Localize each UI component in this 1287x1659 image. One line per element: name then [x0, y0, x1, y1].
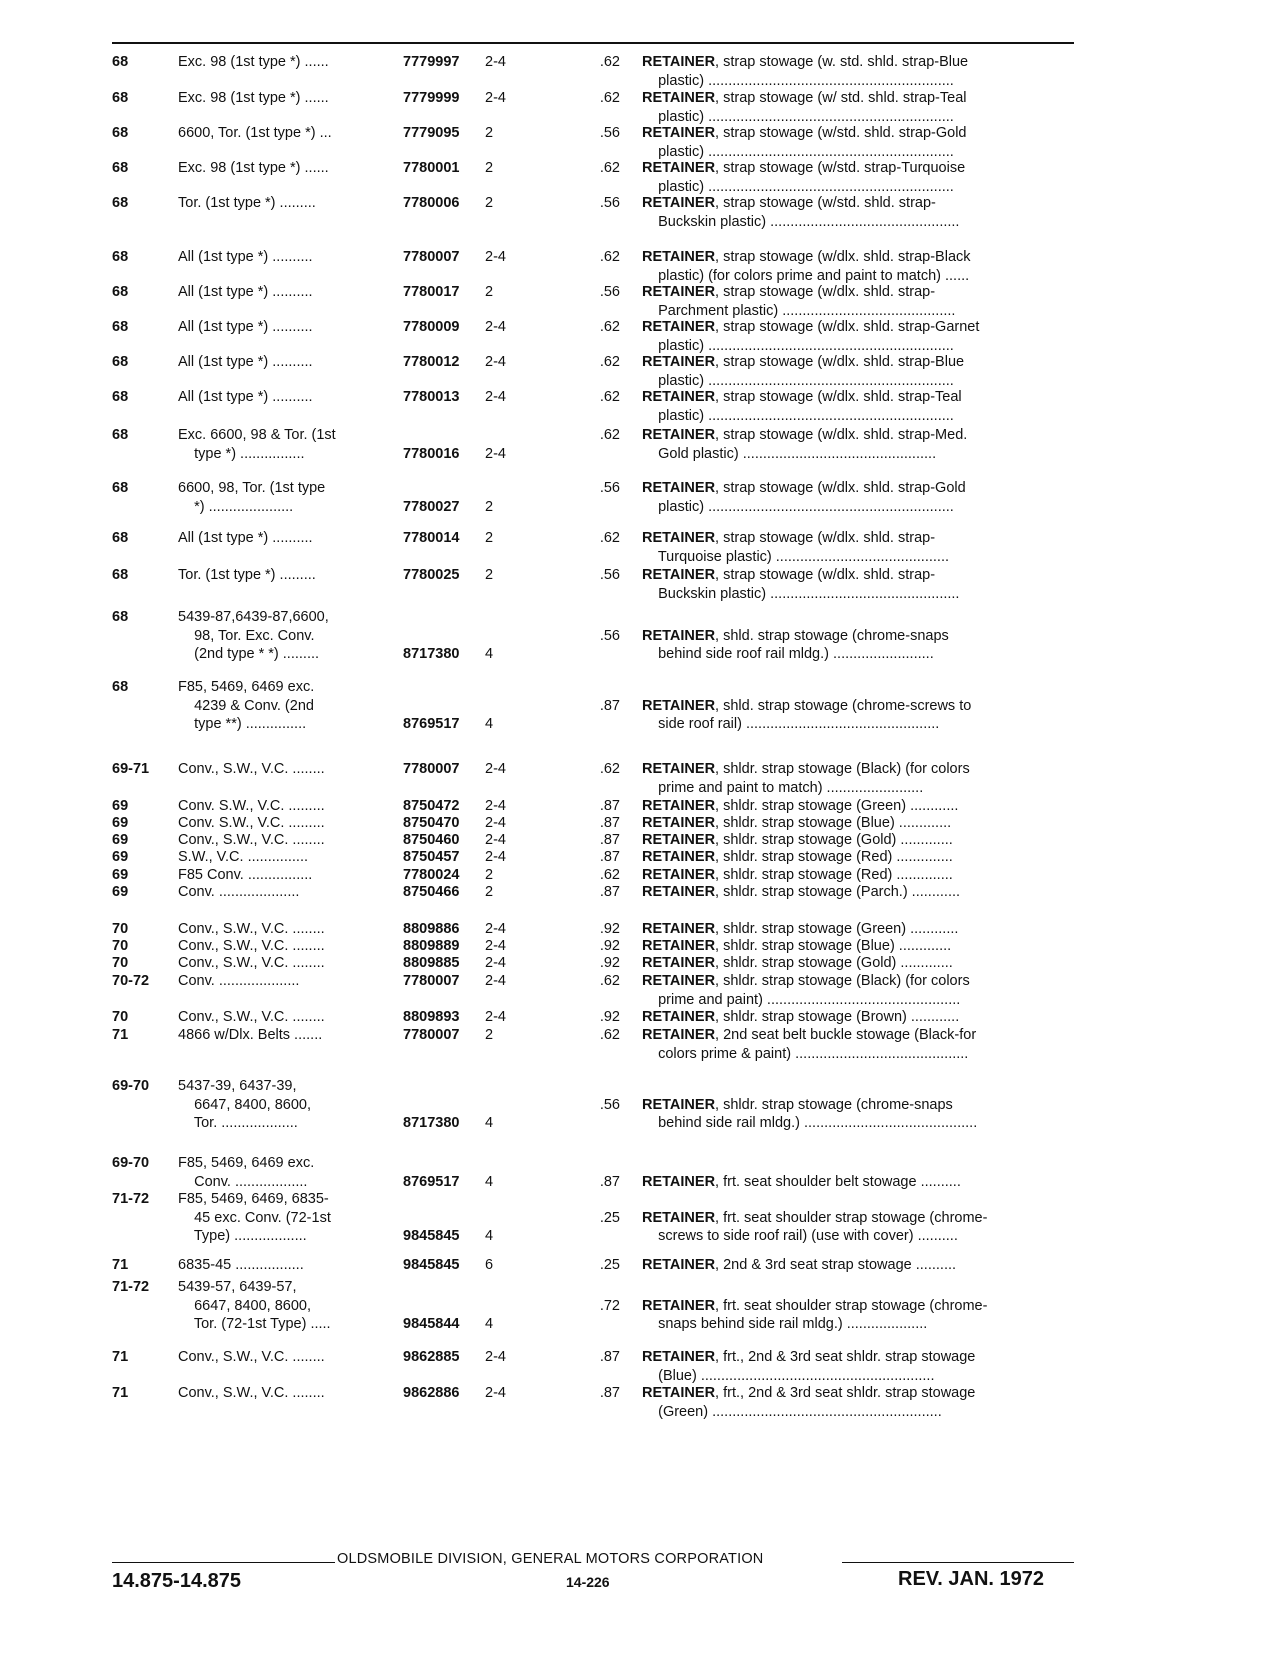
- description-cell: RETAINER, shldr. strap stowage (Parch.) ............: [642, 884, 961, 900]
- description-cell: RETAINER, strap stowage (w/dlx. shld. strap-Black plastic) (for colors prime and paint to match) ......: [642, 249, 971, 284]
- quantity-cell: 4: [485, 1316, 494, 1333]
- description-cell: RETAINER, strap stowage (w/std. shld. strap-Gold plastic) .............................................................: [642, 125, 967, 160]
- quantity-cell: 2-4: [485, 1009, 506, 1025]
- part-number-cell: 7780007: [403, 1027, 460, 1043]
- description-cell: RETAINER, strap stowage (w/std. shld. strap- Buckskin plastic) ...............................................: [642, 195, 960, 230]
- models-cell: F85, 5469, 6469 exc. Conv. ..................: [178, 1155, 315, 1190]
- price-cell: .87: [599, 697, 620, 714]
- year-cell: 68: [112, 90, 129, 106]
- models-cell: All (1st type *) ..........: [178, 284, 313, 300]
- models-cell: Exc. 98 (1st type *) ......: [178, 160, 329, 176]
- year-cell: 68: [112, 54, 129, 70]
- models-cell: 5437-39, 6437-39, 6647, 8400, 8600, Tor. ...................: [178, 1078, 312, 1132]
- models-cell: 5439-57, 6439-57, 6647, 8400, 8600, Tor. (72-1st Type) .....: [178, 1279, 331, 1333]
- part-number-cell: 8769517: [403, 716, 460, 733]
- quantity-cell: 4: [485, 1173, 494, 1190]
- price-cell: .62: [599, 389, 620, 405]
- description-cell: RETAINER, strap stowage (w/dlx. shld. strap-Med. Gold plastic) ................................................: [642, 427, 968, 462]
- description-cell: RETAINER, shldr. strap stowage (Gold) .............: [642, 832, 953, 848]
- models-cell: F85 Conv. ................: [178, 867, 313, 883]
- quantity-cell: 2-4: [485, 832, 506, 848]
- description-cell: RETAINER, shldr. strap stowage (chrome-snaps behind side rail mldg.) ...........................................: [642, 1096, 978, 1132]
- part-number-cell: 7780024: [403, 867, 460, 883]
- part-number-cell: 7780007: [403, 249, 460, 265]
- year-cell: 68: [112, 319, 129, 335]
- part-number-cell: 8750466: [403, 884, 460, 900]
- part-number-cell: 7779999: [403, 90, 460, 106]
- part-number-cell: 7780007: [403, 761, 460, 777]
- quantity-cell: 2-4: [485, 319, 506, 335]
- quantity-cell: 2-4: [485, 90, 506, 106]
- description-cell: RETAINER, shldr. strap stowage (Green) ............: [642, 921, 959, 937]
- description-cell: RETAINER, frt. seat shoulder belt stowage ..........: [642, 1173, 961, 1190]
- models-cell: Conv. S.W., V.C. .........: [178, 798, 325, 814]
- year-cell: 71-72: [112, 1191, 150, 1207]
- part-number-cell: 9845845: [403, 1257, 460, 1273]
- part-number-cell: 8750460: [403, 832, 460, 848]
- models-cell: Conv., S.W., V.C. ........: [178, 761, 325, 777]
- description-cell: RETAINER, frt., 2nd & 3rd seat shldr. strap stowage (Green) .........................................................: [642, 1385, 976, 1420]
- year-cell: 70: [112, 938, 129, 954]
- part-number-cell: 7780013: [403, 389, 460, 405]
- models-cell: All (1st type *) ..........: [178, 354, 313, 370]
- price-cell: .87: [599, 832, 620, 848]
- price-cell: .62: [599, 160, 620, 176]
- models-cell: Tor. (1st type *) .........: [178, 567, 316, 583]
- quantity-cell: 2-4: [485, 849, 506, 865]
- quantity-cell: 2-4: [485, 798, 506, 814]
- price-cell: .62: [599, 427, 620, 443]
- description-cell: RETAINER, frt. seat shoulder strap stowage (chrome- snaps behind side rail mldg.) ....................: [642, 1297, 988, 1333]
- price-cell: .25: [599, 1209, 620, 1226]
- part-number-cell: 8809889: [403, 938, 460, 954]
- quantity-cell: 2-4: [485, 955, 506, 971]
- models-cell: 6600, 98, Tor. (1st type *) .....................: [178, 480, 326, 515]
- year-cell: 70: [112, 1009, 129, 1025]
- description-cell: RETAINER, shldr. strap stowage (Green) ............: [642, 798, 959, 814]
- description-cell: RETAINER, frt. seat shoulder strap stowage (chrome- screws to side roof rail) (use with cover) ..........: [642, 1209, 988, 1245]
- price-cell: .56: [599, 480, 620, 496]
- price-cell: .92: [599, 921, 620, 937]
- models-cell: Conv., S.W., V.C. ........: [178, 938, 325, 954]
- part-number-cell: 8809886: [403, 921, 460, 937]
- price-cell: .62: [599, 973, 620, 989]
- part-number-cell: 7780007: [403, 973, 460, 989]
- part-number-cell: 8750472: [403, 798, 460, 814]
- year-cell: 71: [112, 1385, 129, 1401]
- part-number-cell: 7779997: [403, 54, 460, 70]
- part-number-cell: 8717380: [403, 1115, 460, 1132]
- part-number-cell: 8809893: [403, 1009, 460, 1025]
- part-number-cell: 9862886: [403, 1385, 460, 1401]
- price-cell: .92: [599, 955, 620, 971]
- description-cell: RETAINER, strap stowage (w/ std. shld. strap-Teal plastic) .............................................................: [642, 90, 967, 125]
- footer-section-number: 14.875-14.875: [112, 1570, 242, 1592]
- quantity-cell: 4: [485, 716, 494, 733]
- footer-page-number: 14-226: [566, 1574, 610, 1590]
- price-cell: .87: [599, 798, 620, 814]
- part-number-cell: 7780001: [403, 160, 460, 176]
- part-number-cell: 7780009: [403, 319, 460, 335]
- models-cell: Conv., S.W., V.C. ........: [178, 832, 325, 848]
- footer-rule-left: [112, 1562, 335, 1563]
- year-cell: 69: [112, 867, 129, 883]
- price-cell: .92: [599, 1009, 620, 1025]
- price-cell: .56: [599, 195, 620, 211]
- year-cell: 69: [112, 815, 129, 831]
- description-cell: RETAINER, strap stowage (w/dlx. shld. strap-Garnet plastic) .............................................................: [642, 319, 980, 354]
- description-cell: RETAINER, strap stowage (w/dlx. shld. strap-Teal plastic) .............................................................: [642, 389, 962, 424]
- quantity-cell: 2: [485, 498, 494, 515]
- description-cell: RETAINER, frt., 2nd & 3rd seat shldr. strap stowage (Blue) ..........................................................: [642, 1349, 976, 1384]
- description-cell: RETAINER, strap stowage (w/dlx. shld. strap- Buckskin plastic) ...............................................: [642, 567, 960, 602]
- quantity-cell: 2-4: [485, 1385, 506, 1401]
- price-cell: .87: [599, 815, 620, 831]
- description-cell: RETAINER, shldr. strap stowage (Gold) .............: [642, 955, 953, 971]
- footer-title: OLDSMOBILE DIVISION, GENERAL MOTORS CORPORATION: [337, 1551, 764, 1567]
- models-cell: 5439-87,6439-87,6600, 98, Tor. Exc. Conv. (2nd type * *) .........: [178, 609, 329, 663]
- price-cell: .56: [599, 567, 620, 583]
- models-cell: Conv. ....................: [178, 973, 300, 989]
- price-cell: .62: [599, 90, 620, 106]
- models-cell: 4866 w/Dlx. Belts .......: [178, 1027, 323, 1043]
- part-number-cell: 9862885: [403, 1349, 460, 1365]
- price-cell: .87: [599, 1349, 620, 1365]
- models-cell: Conv., S.W., V.C. ........: [178, 955, 325, 971]
- year-cell: 68: [112, 389, 129, 405]
- models-cell: Tor. (1st type *) .........: [178, 195, 316, 211]
- description-cell: RETAINER, shldr. strap stowage (Red) ..............: [642, 867, 953, 883]
- price-cell: .87: [599, 1385, 620, 1401]
- year-cell: 68: [112, 609, 129, 625]
- models-cell: Exc. 98 (1st type *) ......: [178, 54, 329, 70]
- price-cell: .87: [599, 849, 620, 865]
- footer-revision-date: REV. JAN. 1972: [898, 1568, 1045, 1590]
- quantity-cell: 4: [485, 1228, 494, 1245]
- description-cell: RETAINER, 2nd & 3rd seat strap stowage ..........: [642, 1257, 957, 1273]
- quantity-cell: 2: [485, 125, 494, 141]
- quantity-cell: 2: [485, 530, 494, 546]
- year-cell: 69: [112, 884, 129, 900]
- description-cell: RETAINER, shldr. strap stowage (Brown) ............: [642, 1009, 960, 1025]
- price-cell: .62: [599, 319, 620, 335]
- price-cell: .62: [599, 54, 620, 70]
- part-number-cell: 7780006: [403, 195, 460, 211]
- models-cell: S.W., V.C. ...............: [178, 849, 308, 865]
- quantity-cell: 2-4: [485, 445, 506, 462]
- year-cell: 69: [112, 798, 129, 814]
- description-cell: RETAINER, strap stowage (w/dlx. shld. strap-Blue plastic) .............................................................: [642, 354, 965, 389]
- part-number-cell: 8809885: [403, 955, 460, 971]
- models-cell: Exc. 98 (1st type *) ......: [178, 90, 329, 106]
- year-cell: 68: [112, 530, 129, 546]
- part-number-cell: 7780014: [403, 530, 460, 546]
- price-cell: .72: [599, 1297, 620, 1314]
- quantity-cell: 2-4: [485, 389, 506, 405]
- models-cell: F85, 5469, 6469, 6835- 45 exc. Conv. (72-1st Type) ..................: [178, 1191, 331, 1245]
- price-cell: .62: [599, 1027, 620, 1043]
- price-cell: .87: [599, 884, 620, 900]
- price-cell: .56: [599, 125, 620, 141]
- part-number-cell: 7780016: [403, 445, 460, 462]
- part-number-cell: 7780027: [403, 498, 460, 515]
- year-cell: 71: [112, 1349, 129, 1365]
- models-cell: F85, 5469, 6469 exc. 4239 & Conv. (2nd type **) ...............: [178, 679, 315, 733]
- models-cell: 6835-45 .................: [178, 1257, 304, 1273]
- year-cell: 68: [112, 195, 129, 211]
- quantity-cell: 2-4: [485, 938, 506, 954]
- part-number-cell: 8717380: [403, 646, 460, 663]
- footer-rule-right: [842, 1562, 1074, 1563]
- year-cell: 69: [112, 849, 129, 865]
- price-cell: .87: [599, 1173, 620, 1190]
- part-number-cell: 7779095: [403, 125, 460, 141]
- models-cell: Conv., S.W., V.C. ........: [178, 1385, 325, 1401]
- quantity-cell: 2: [485, 567, 494, 583]
- year-cell: 70: [112, 955, 129, 971]
- description-cell: RETAINER, shldr. strap stowage (Blue) .............: [642, 938, 952, 954]
- year-cell: 68: [112, 679, 129, 695]
- description-cell: RETAINER, strap stowage (w/std. strap-Turquoise plastic) .............................................................: [642, 160, 966, 195]
- year-cell: 69-70: [112, 1078, 150, 1094]
- year-cell: 69-70: [112, 1155, 150, 1171]
- year-cell: 68: [112, 427, 129, 443]
- quantity-cell: 2: [485, 160, 494, 176]
- price-cell: .62: [599, 354, 620, 370]
- year-cell: 68: [112, 160, 129, 176]
- models-cell: Exc. 6600, 98 & Tor. (1st type *) ................: [178, 427, 336, 462]
- part-number-cell: 8750470: [403, 815, 460, 831]
- quantity-cell: 2-4: [485, 1349, 506, 1365]
- part-number-cell: 7780012: [403, 354, 460, 370]
- quantity-cell: 2-4: [485, 973, 506, 989]
- year-cell: 70-72: [112, 973, 150, 989]
- description-cell: RETAINER, shld. strap stowage (chrome-screws to side roof rail) ................................................: [642, 697, 972, 733]
- price-cell: .25: [599, 1257, 620, 1273]
- quantity-cell: 2-4: [485, 815, 506, 831]
- year-cell: 69-71: [112, 761, 150, 777]
- year-cell: 68: [112, 480, 129, 496]
- description-cell: RETAINER, shldr. strap stowage (Black) (for colors prime and paint to match) ........................: [642, 761, 970, 796]
- year-cell: 71-72: [112, 1279, 150, 1295]
- models-cell: All (1st type *) ..........: [178, 530, 313, 546]
- quantity-cell: 2: [485, 867, 494, 883]
- models-cell: Conv., S.W., V.C. ........: [178, 921, 325, 937]
- quantity-cell: 2-4: [485, 761, 506, 777]
- year-cell: 68: [112, 284, 129, 300]
- description-cell: RETAINER, strap stowage (w/dlx. shld. strap- Parchment plastic) ...........................................: [642, 284, 956, 319]
- description-cell: RETAINER, shldr. strap stowage (Black) (for colors prime and paint) ................................................: [642, 973, 970, 1008]
- description-cell: RETAINER, shldr. strap stowage (Red) ..............: [642, 849, 953, 865]
- year-cell: 68: [112, 249, 129, 265]
- quantity-cell: 2: [485, 195, 494, 211]
- year-cell: 71: [112, 1257, 129, 1273]
- year-cell: 69: [112, 832, 129, 848]
- models-cell: Conv., S.W., V.C. ........: [178, 1009, 325, 1025]
- models-cell: All (1st type *) ..........: [178, 249, 313, 265]
- price-cell: .62: [599, 530, 620, 546]
- description-cell: RETAINER, 2nd seat belt buckle stowage (Black-for colors prime & paint) ...........................................: [642, 1027, 977, 1062]
- year-cell: 68: [112, 567, 129, 583]
- models-cell: All (1st type *) ..........: [178, 319, 313, 335]
- quantity-cell: 2-4: [485, 249, 506, 265]
- year-cell: 68: [112, 125, 129, 141]
- price-cell: .92: [599, 938, 620, 954]
- models-cell: All (1st type *) ..........: [178, 389, 313, 405]
- year-cell: 71: [112, 1027, 129, 1043]
- models-cell: Conv. S.W., V.C. .........: [178, 815, 325, 831]
- price-cell: .62: [599, 867, 620, 883]
- models-cell: 6600, Tor. (1st type *) ...: [178, 125, 332, 141]
- part-number-cell: 8769517: [403, 1173, 460, 1190]
- price-cell: .56: [599, 284, 620, 300]
- quantity-cell: 4: [485, 646, 494, 663]
- models-cell: Conv., S.W., V.C. ........: [178, 1349, 325, 1365]
- quantity-cell: 4: [485, 1115, 494, 1132]
- description-cell: RETAINER, strap stowage (w. std. shld. strap-Blue plastic) .............................................................: [642, 54, 969, 89]
- part-number-cell: 9845845: [403, 1228, 460, 1245]
- year-cell: 70: [112, 921, 129, 937]
- price-cell: .56: [599, 627, 620, 644]
- description-cell: RETAINER, strap stowage (w/dlx. shld. strap-Gold plastic) .............................................................: [642, 480, 966, 515]
- part-number-cell: 7780025: [403, 567, 460, 583]
- quantity-cell: 6: [485, 1257, 494, 1273]
- quantity-cell: 2-4: [485, 54, 506, 70]
- price-cell: .56: [599, 1096, 620, 1113]
- quantity-cell: 2: [485, 284, 494, 300]
- quantity-cell: 2: [485, 1027, 494, 1043]
- description-cell: RETAINER, shldr. strap stowage (Blue) .............: [642, 815, 952, 831]
- description-cell: RETAINER, strap stowage (w/dlx. shld. strap- Turquoise plastic) ...........................................: [642, 530, 950, 565]
- price-cell: .62: [599, 761, 620, 777]
- models-cell: Conv. ....................: [178, 884, 300, 900]
- quantity-cell: 2-4: [485, 921, 506, 937]
- part-number-cell: 9845844: [403, 1316, 460, 1333]
- year-cell: 68: [112, 354, 129, 370]
- price-cell: .62: [599, 249, 620, 265]
- part-number-cell: 8750457: [403, 849, 460, 865]
- quantity-cell: 2: [485, 884, 494, 900]
- description-cell: RETAINER, shld. strap stowage (chrome-snaps behind side roof rail mldg.) .........................: [642, 627, 949, 663]
- part-number-cell: 7780017: [403, 284, 460, 300]
- quantity-cell: 2-4: [485, 354, 506, 370]
